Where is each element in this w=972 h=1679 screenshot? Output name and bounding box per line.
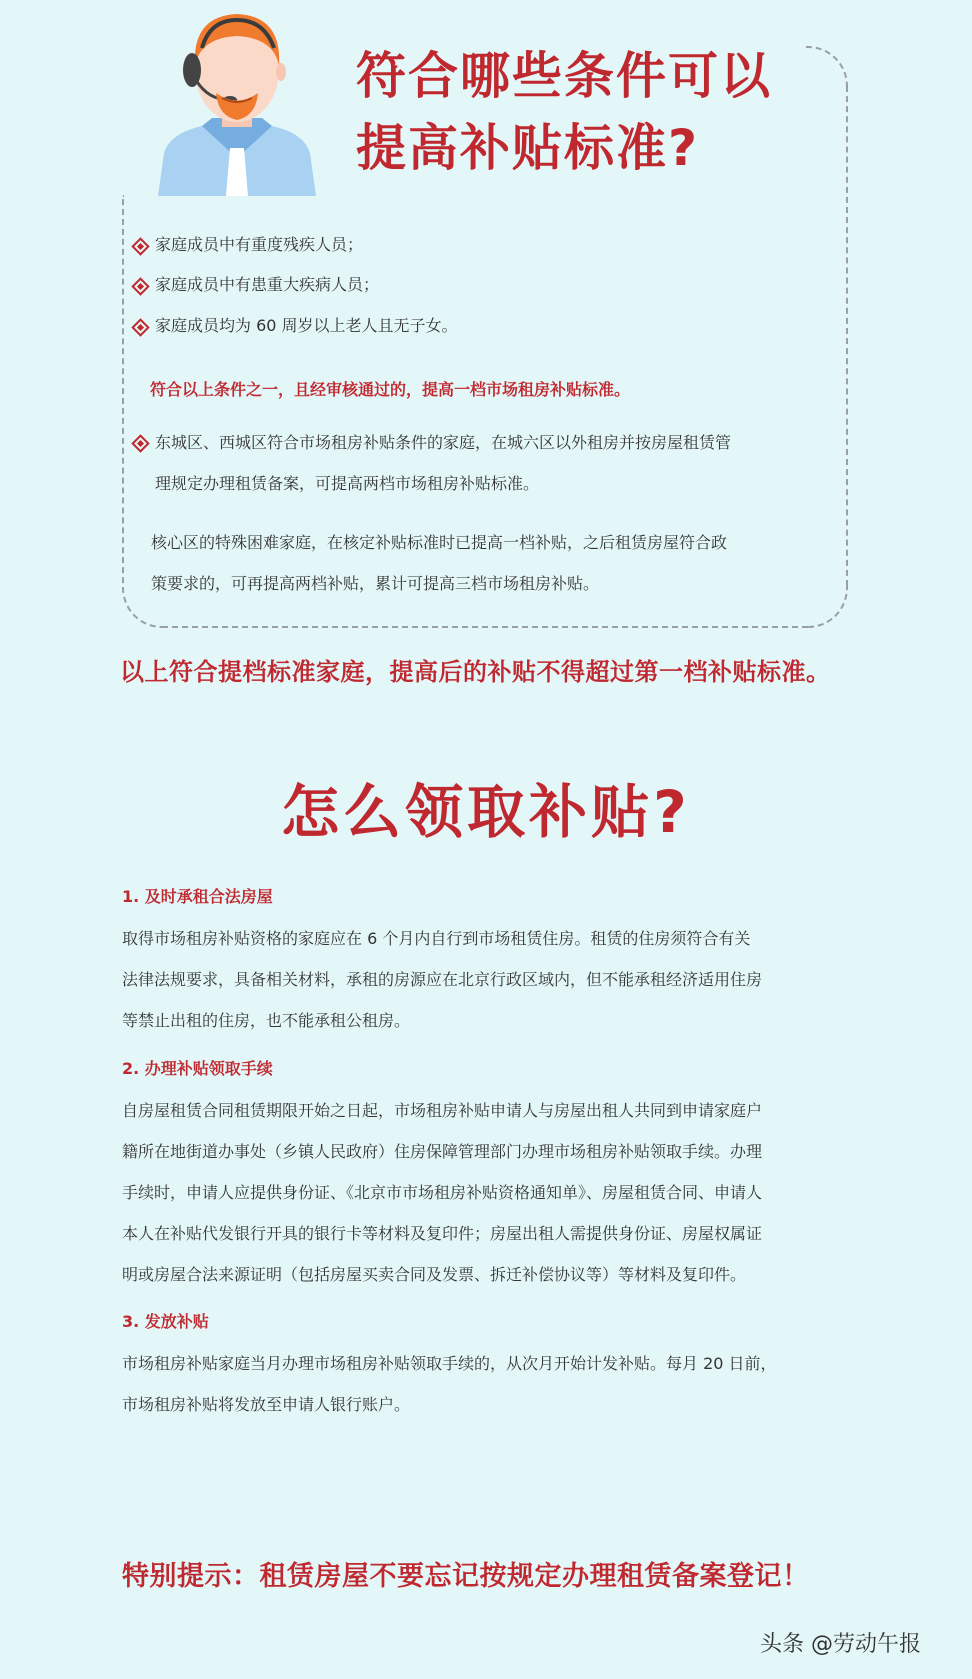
step-line: 取得市场租房补贴资格的家庭应在 6 个月内自行到市场租赁住房。租赁的住房须符合有关 (122, 929, 751, 948)
paragraph-line: 核心区的特殊困难家庭，在核定补贴标准时已提高一档补贴，之后租赁房屋符合政 (151, 533, 728, 552)
list-item (132, 314, 458, 338)
step-line: 法律法规要求，具备相关材料，承租的房源应在北京行政区域内，但不能承租经济适用住房 (122, 970, 763, 989)
bullet-text: 家庭成员中有重度残疾人员； (155, 235, 364, 254)
list-item (132, 273, 379, 297)
step-line: 明或房屋合法来源证明（包括房屋买卖合同及发票、拆迁补偿协议等）等材料及复印件。 (122, 1265, 747, 1284)
diamond-bullet-icon (131, 237, 149, 255)
core-district-paragraph (151, 522, 727, 604)
step-line: 籍所在地街道办事处（乡镇人民政府）住房保障管理部门办理市场租房补贴领取手续。办理 (122, 1142, 763, 1161)
section1-title-line2: 提高补贴标准? (356, 119, 700, 177)
watermark: 头条 @劳动午报 (760, 1632, 921, 1657)
section2-title: 怎么领取补贴? (281, 778, 691, 846)
bullet-text-line: 理规定办理租赁备案，可提高两档市场租房补贴标准。 (155, 474, 540, 493)
step-body (122, 1090, 852, 1295)
upgrade-note: 符合以上条件之一，且经审核通过的，提高一档市场租房补贴标准。 (150, 380, 631, 399)
special-tip: 特别提示：租赁房屋不要忘记按规定办理租赁备案登记！ (122, 1561, 810, 1592)
step-body (122, 918, 852, 1041)
card-border-bottom (162, 626, 808, 628)
step-heading: 2. 办理补贴领取手续 (122, 1059, 273, 1078)
step-heading: 3. 发放补贴 (122, 1312, 209, 1331)
paragraph-line: 策要求的，可再提高两档补贴，累计可提高三档市场租房补贴。 (151, 574, 600, 593)
step-line: 本人在补贴代发银行开具的银行卡等材料及复印件；房屋出租人需提供身份证、房屋权属证 (122, 1224, 763, 1243)
step-line: 市场租房补贴家庭当月办理市场租房补贴领取手续的，从次月开始计发补贴。每月 20 日前， (122, 1354, 777, 1373)
step-line: 等禁止出租的住房，也不能承租公租房。 (122, 1011, 411, 1030)
customer-service-agent-icon (150, 8, 325, 196)
section1-title-line1: 符合哪些条件可以 (356, 47, 772, 105)
bullet-text-line: 东城区、西城区符合市场租房补贴条件的家庭，在城六区以外租房并按房屋租赁管 (155, 433, 732, 452)
diamond-bullet-icon (131, 318, 149, 336)
list-item (132, 233, 363, 257)
bullet-text: 家庭成员中有患重大疾病人员； (155, 275, 380, 294)
section1-title (356, 40, 836, 184)
summary-note: 以上符合提档标准家庭，提高后的补贴不得超过第一档补贴标准。 (120, 658, 831, 686)
step-line: 自房屋租赁合同租赁期限开始之日起，市场租房补贴申请人与房屋出租人共同到申请家庭户 (122, 1101, 763, 1120)
card-border-bottom-right (806, 586, 848, 628)
diamond-bullet-icon (131, 434, 149, 452)
step-line: 手续时，申请人应提供身份证、《北京市市场租房补贴资格通知单》、房屋租赁合同、申请人 (122, 1183, 763, 1202)
step-body (122, 1343, 852, 1425)
step-line: 市场租房补贴将发放至申请人银行账户。 (122, 1395, 411, 1414)
list-item (132, 430, 731, 504)
card-border-right (846, 86, 848, 586)
diamond-bullet-icon (131, 277, 149, 295)
bullet-text: 家庭成员均为 60 周岁以上老人且无子女。 (155, 316, 458, 335)
step-heading: 1. 及时承租合法房屋 (122, 887, 273, 906)
